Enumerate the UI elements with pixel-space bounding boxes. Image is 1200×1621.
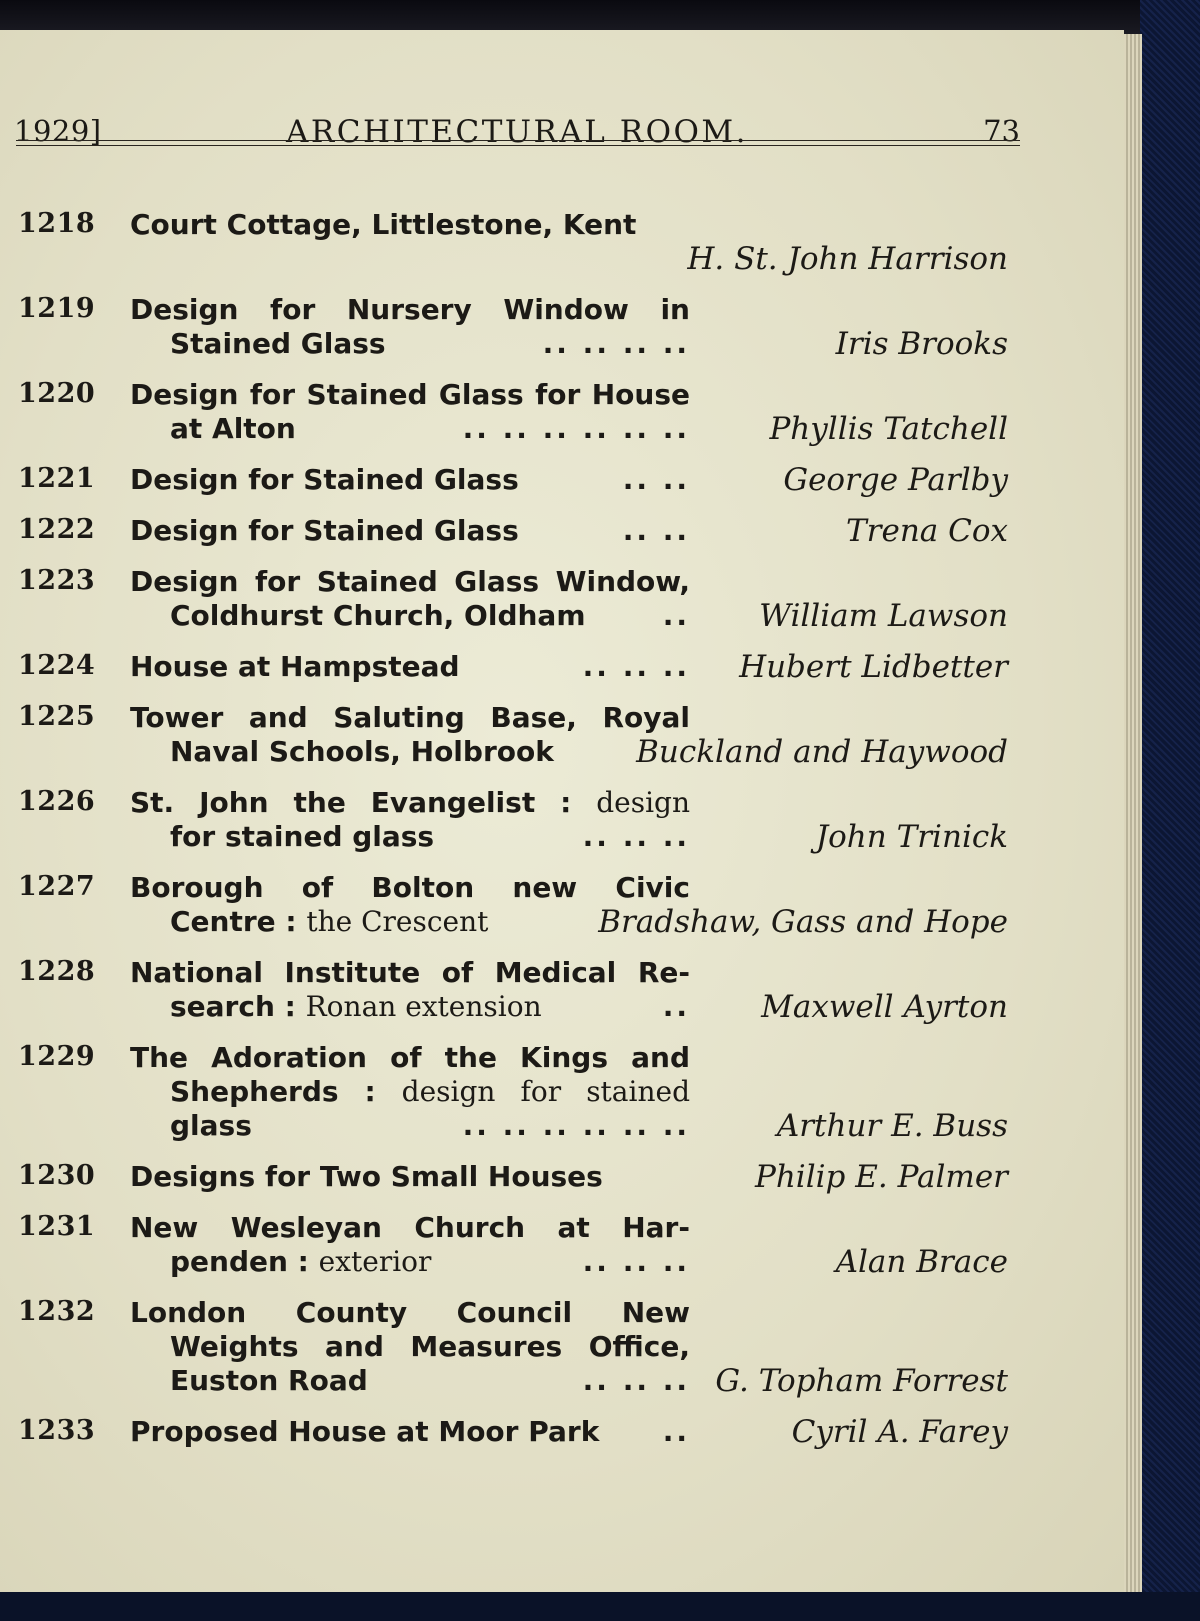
entry-number: 1228	[18, 956, 96, 987]
leader-dots: .. ..	[622, 514, 690, 547]
entry-title-regular: design for stained	[401, 1075, 690, 1108]
entry-number: 1232	[18, 1296, 96, 1327]
leader-dots: .. .. ..	[582, 1245, 690, 1278]
catalogue-entries	[18, 208, 1020, 1466]
entry-title-line	[130, 990, 690, 1024]
entry-title-text: Design for Stained Glass for House	[130, 378, 690, 411]
leader-dots: .. .. .. .. .. ..	[462, 412, 690, 445]
entry-title	[130, 1160, 690, 1194]
entry-title-line	[130, 735, 690, 769]
entry-title	[130, 1415, 690, 1449]
entry-title-text: House at Hampstead	[130, 650, 460, 683]
entry-title-line	[130, 1211, 690, 1245]
entry-title-line	[130, 786, 690, 820]
entry-title	[130, 514, 690, 548]
entry-number: 1227	[18, 871, 96, 902]
entry-title-line	[130, 1364, 690, 1398]
entry-title-text: St. John the Evangelist :	[130, 786, 572, 819]
leader-dots: ..	[662, 990, 690, 1023]
leader-dots: .. .. .. .. .. ..	[462, 1109, 690, 1142]
entry-title-line	[130, 650, 690, 684]
entry-title-text: New Wesleyan Church at Har-	[130, 1211, 690, 1244]
catalogue-entry	[18, 565, 1020, 633]
leader-dots: .. ..	[622, 463, 690, 496]
running-header	[14, 92, 1020, 152]
entry-title-line	[130, 293, 690, 327]
entry-title-text: Proposed House at Moor Park	[130, 1415, 600, 1448]
entry-title-line	[130, 463, 690, 497]
entry-title	[130, 1296, 690, 1398]
entry-title-regular: design	[596, 786, 690, 819]
entry-title-text: Designs for Two Small Houses	[130, 1160, 603, 1193]
entry-title-line	[130, 1245, 690, 1279]
entry-title-line	[130, 1160, 690, 1194]
entry-title-text: Design for Stained Glass Window,	[130, 565, 690, 598]
book-cover-bottom	[0, 1592, 1200, 1621]
entry-title-text: Stained Glass	[170, 327, 386, 360]
entry-title-line	[130, 820, 690, 854]
entry-title-line	[130, 514, 690, 548]
entry-title	[130, 565, 690, 633]
entry-title-text: Coldhurst Church, Oldham	[170, 599, 586, 632]
entry-title-text: Tower and Saluting Base, Royal	[130, 701, 690, 734]
entry-title-line	[130, 565, 690, 599]
book-cover-top	[0, 0, 1200, 34]
entry-author: Hubert Lidbetter	[739, 649, 1008, 685]
catalogue-entry	[18, 293, 1020, 361]
catalogue-entry	[18, 1211, 1020, 1279]
entry-author: Philip E. Palmer	[754, 1159, 1008, 1195]
entry-title-text: search :	[170, 990, 296, 1023]
entry-title-text: Naval Schools, Holbrook	[170, 735, 554, 768]
entry-title-text: glass	[170, 1109, 252, 1142]
catalogue-entry	[18, 786, 1020, 854]
entry-number: 1233	[18, 1415, 96, 1446]
entry-title	[130, 293, 690, 361]
entry-title	[130, 463, 690, 497]
catalogue-entry	[18, 701, 1020, 769]
entry-title-line	[130, 378, 690, 412]
entry-title-regular: Ronan extension	[305, 990, 542, 1023]
entry-title	[130, 1211, 690, 1279]
entry-author: Arthur E. Buss	[776, 1108, 1008, 1144]
entry-number: 1230	[18, 1160, 96, 1191]
entry-author: Trena Cox	[845, 513, 1008, 549]
entry-title-line	[130, 1296, 690, 1330]
entry-title-line	[130, 1041, 690, 1075]
entry-title	[130, 208, 690, 242]
entry-title-text: The Adoration of the Kings and	[130, 1041, 690, 1074]
entry-title-line	[130, 208, 690, 242]
entry-title-line	[130, 871, 690, 905]
catalogue-entry	[18, 463, 1020, 497]
leader-dots: .. .. ..	[582, 820, 690, 853]
book-cover-spine	[1140, 0, 1200, 1621]
entry-title	[130, 650, 690, 684]
catalogue-entry	[18, 1041, 1020, 1143]
entry-number: 1226	[18, 786, 96, 817]
catalogue-entry	[18, 871, 1020, 939]
leader-dots: .. .. ..	[582, 1364, 690, 1397]
entry-title-regular: the Crescent	[306, 905, 489, 938]
book-page	[0, 30, 1124, 1592]
catalogue-entry	[18, 1160, 1020, 1194]
entry-title-line	[130, 327, 690, 361]
catalogue-entry	[18, 514, 1020, 548]
entry-number: 1221	[18, 463, 96, 494]
entry-title-line	[130, 956, 690, 990]
entry-author: Maxwell Ayrton	[761, 989, 1008, 1025]
entry-title-text: Centre :	[170, 905, 297, 938]
entry-number: 1222	[18, 514, 96, 545]
entry-title-text: for stained glass	[170, 820, 435, 853]
entry-title	[130, 1041, 690, 1143]
entry-title-text: Borough of Bolton new Civic	[130, 871, 690, 904]
header-title: ARCHITECTURAL ROOM.	[286, 114, 748, 150]
entry-title-line	[130, 412, 690, 446]
entry-author: Bradshaw, Gass and Hope	[598, 904, 1008, 940]
leader-dots: .. .. .. ..	[542, 327, 690, 360]
entry-title-line	[130, 1330, 690, 1364]
entry-author: Alan Brace	[835, 1244, 1008, 1280]
entry-number: 1219	[18, 293, 96, 324]
entry-title-line	[130, 1415, 690, 1449]
entry-number: 1225	[18, 701, 96, 732]
catalogue-entry	[18, 1296, 1020, 1398]
leader-dots: .. .. ..	[582, 650, 690, 683]
leader-dots: ..	[662, 599, 690, 632]
entry-title-line	[130, 1075, 690, 1109]
entry-title-text: Design for Stained Glass	[130, 463, 519, 496]
entry-title-text: Weights and Measures Office,	[170, 1330, 690, 1363]
entry-author: Iris Brooks	[835, 326, 1008, 362]
entry-title	[130, 956, 690, 1024]
entry-title	[130, 701, 690, 769]
entry-title-text: Design for Stained Glass	[130, 514, 519, 547]
entry-title-regular: exterior	[318, 1245, 432, 1278]
header-rule-top	[16, 140, 1020, 141]
entry-author: H. St. John Harrison	[687, 241, 1008, 277]
entry-author: Cyril A. Farey	[791, 1414, 1008, 1450]
entry-author: Phyllis Tatchell	[769, 411, 1008, 447]
entry-author: Buckland and Haywood	[636, 734, 1008, 770]
entry-title-text: National Institute of Medical Re-	[130, 956, 690, 989]
entry-number: 1231	[18, 1211, 96, 1242]
catalogue-entry	[18, 1415, 1020, 1449]
entry-author: John Trinick	[815, 819, 1008, 855]
catalogue-entry	[18, 208, 1020, 276]
entry-number: 1229	[18, 1041, 96, 1072]
entry-title-text: Design for Nursery Window in	[130, 293, 690, 326]
catalogue-entry	[18, 956, 1020, 1024]
entry-number: 1220	[18, 378, 96, 409]
entry-number: 1218	[18, 208, 96, 239]
entry-title	[130, 378, 690, 446]
entry-title-text: Court Cottage, Littlestone, Kent	[130, 208, 637, 241]
catalogue-entry	[18, 378, 1020, 446]
catalogue-entry	[18, 650, 1020, 684]
entry-title-text: penden :	[170, 1245, 309, 1278]
entry-title	[130, 786, 690, 854]
header-year: 1929]	[14, 114, 102, 148]
entry-title-line	[130, 599, 690, 633]
entry-author: G. Topham Forrest	[715, 1363, 1008, 1399]
entry-title-text: at Alton	[170, 412, 296, 445]
leader-dots: ..	[662, 1415, 690, 1448]
header-rule-bottom	[16, 145, 1020, 146]
entry-number: 1224	[18, 650, 96, 681]
entry-author: George Parlby	[783, 462, 1008, 498]
entry-title-line	[130, 1109, 690, 1143]
entry-title-text: Euston Road	[170, 1364, 368, 1397]
entry-title-text: London County Council New	[130, 1296, 690, 1329]
entry-author: William Lawson	[759, 598, 1008, 634]
entry-title-text: Shepherds :	[170, 1075, 376, 1108]
entry-title-line	[130, 701, 690, 735]
entry-number: 1223	[18, 565, 96, 596]
page-number: 73	[983, 114, 1020, 148]
